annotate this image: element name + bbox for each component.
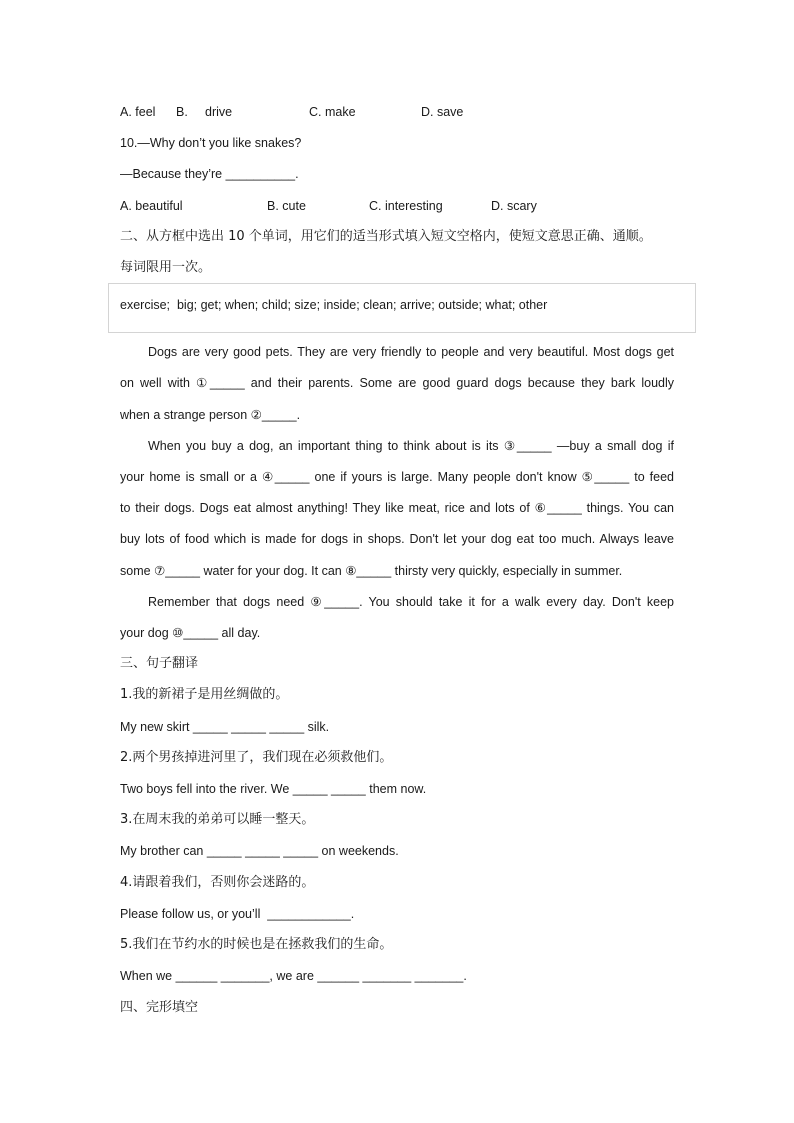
q9-option-c: C. make — [309, 105, 356, 119]
passage-line: to their dogs. Dogs eat almost anything! They like meat, rice and lots of ⑥_____ things. You can — [120, 501, 674, 515]
translation-prompt: 4.请跟着我们，否则你会迷路的。 — [120, 875, 315, 890]
translation-prompt: 2.两个男孩掉进河里了，我们现在必须救他们。 — [120, 750, 393, 765]
section4-title: 四、完形填空 — [120, 1000, 199, 1015]
q10-option-b: B. cute — [267, 199, 306, 213]
q10-answer: —Because they’re __________. — [120, 167, 299, 181]
section3-title: 三、句子翻译 — [120, 656, 199, 671]
passage-line: When you buy a dog, an important thing to think about is its ③_____ —buy a small dog if — [148, 439, 674, 453]
q10-option-c: C. interesting — [369, 199, 443, 213]
translation-answer: My new skirt _____ _____ _____ silk. — [120, 720, 330, 734]
q10-option-a: A. beautiful — [120, 199, 183, 213]
translation-answer: When we ______ _______, we are ______ _______ _______. — [120, 969, 467, 983]
translation-prompt: 5.我们在节约水的时候也是在拯救我们的生命。 — [120, 937, 393, 952]
q9-option-b-text: drive — [205, 105, 233, 119]
section2-title-line2: 每词限用一次。 — [120, 260, 212, 275]
q10-option-d: D. scary — [491, 199, 537, 213]
q9-option-b-letter: B. — [176, 105, 188, 119]
passage-line: Remember that dogs need ⑨_____. You should take it for a walk every day. Don't keep — [148, 595, 674, 609]
translation-prompt: 3.在周末我的弟弟可以睡一整天。 — [120, 812, 315, 827]
passage-line: buy lots of food which is made for dogs in shops. Don't let your dog eat too much. Always leave — [120, 532, 674, 546]
translation-prompt: 1.我的新裙子是用丝绸做的。 — [120, 687, 289, 702]
translation-answer: Please follow us, or you’ll ____________. — [120, 907, 355, 921]
word-box-text: exercise; big; get; when; child; size; inside; clean; arrive; outside; what; other — [120, 298, 548, 312]
q10-question: 10.—Why don’t you like snakes? — [120, 136, 302, 150]
section2-title: 二、从方框中选出 10 个单词，用它们的适当形式填入短文空格内，使短文意思正确、通顺。 — [120, 229, 652, 244]
passage-line: Dogs are very good pets. They are very friendly to people and very beautiful. Most dogs get — [148, 345, 674, 359]
passage-line: some ⑦_____ water for your dog. It can ⑧_____ thirsty very quickly, especially in summer. — [120, 564, 623, 578]
passage-line: on well with ①_____ and their parents. Some are good guard dogs because they bark loudly — [120, 376, 674, 390]
word-box — [108, 283, 696, 333]
q9-option-a: A. feel — [120, 105, 156, 119]
translation-answer: My brother can _____ _____ _____ on weekends. — [120, 844, 399, 858]
passage-line: your dog ⑩_____ all day. — [120, 626, 261, 640]
passage-line: your home is small or a ④_____ one if yours is large. Many people don't know ⑤_____ to feed — [120, 470, 674, 484]
translation-answer: Two boys fell into the river. We _____ _____ them now. — [120, 782, 427, 796]
passage-line: when a strange person ②_____. — [120, 408, 301, 422]
q9-option-d: D. save — [421, 105, 464, 119]
